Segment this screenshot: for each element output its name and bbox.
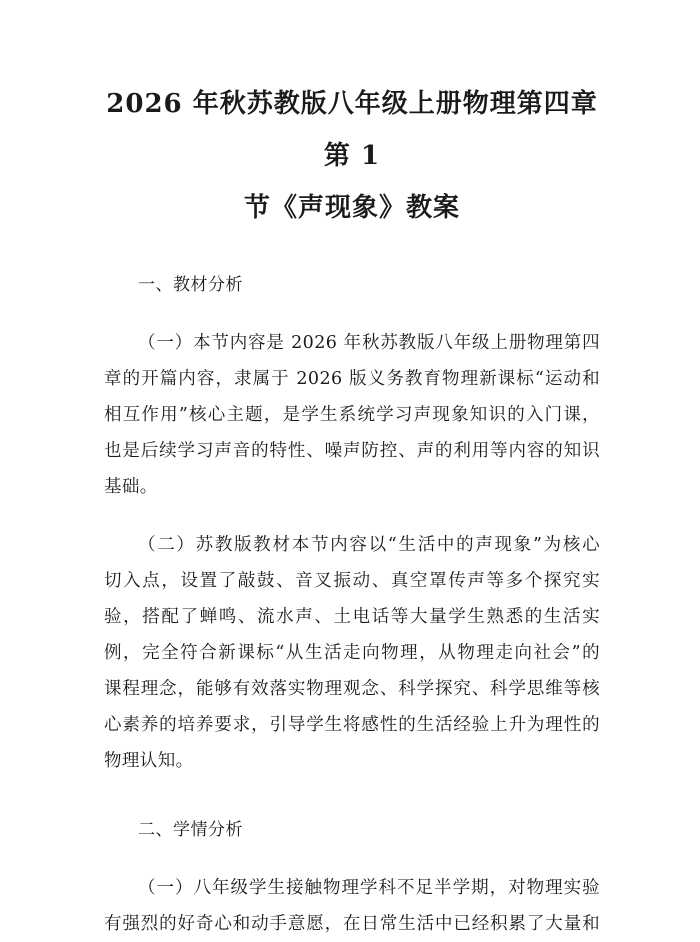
text-line: 相互作用”核心主题，是学生系统学习声现象知识的入门课， (104, 405, 600, 425)
title-line: 节《声现象》教案 (243, 193, 460, 223)
title-line: 2026 年秋苏教版八年级上册物理第四章第 1 (106, 89, 598, 171)
text-line: 切入点，设置了敲鼓、音叉振动、真空罩传声等多个探究实 (104, 571, 600, 591)
text-line: （一）本节内容是 2026 年秋苏教版八年级上册物理第四 (138, 333, 600, 353)
text-line: 验，搭配了蝉鸣、流水声、土电话等大量学生熟悉的生活实 (104, 607, 600, 627)
paragraph (104, 870, 600, 942)
text-line: 有强烈的好奇心和动手意愿，在日常生活中已经积累了大量和 (104, 914, 600, 934)
text-line: （二）苏教版教材本节内容以“生活中的声现象”为核心 (138, 535, 600, 555)
text-line: 心素养的培养要求，引导学生将感性的生活经验上升为理性的 (104, 715, 600, 735)
text-line: 基础。 (104, 477, 158, 497)
document-title (104, 78, 600, 234)
paragraph (104, 527, 600, 779)
text-line: 也是后续学习声音的特性、噪声防控、声的利用等内容的知识 (104, 441, 600, 461)
text-line: 章的开篇内容，隶属于 2026 版义务教育物理新课标“运动和 (104, 369, 600, 389)
text-line: 课程理念，能够有效落实物理观念、科学探究、科学思维等核 (104, 679, 600, 699)
text-line: 物理认知。 (104, 751, 194, 771)
text-line: 例，完全符合新课标“从生活走向物理，从物理走向社会”的 (104, 643, 600, 663)
section-heading-textbook-analysis: 一、教材分析 (138, 275, 243, 295)
text-line: （一）八年级学生接触物理学科不足半学期，对物理实验 (138, 878, 600, 898)
section-heading-learner-analysis: 二、学情分析 (138, 820, 243, 840)
paragraph (104, 325, 600, 505)
